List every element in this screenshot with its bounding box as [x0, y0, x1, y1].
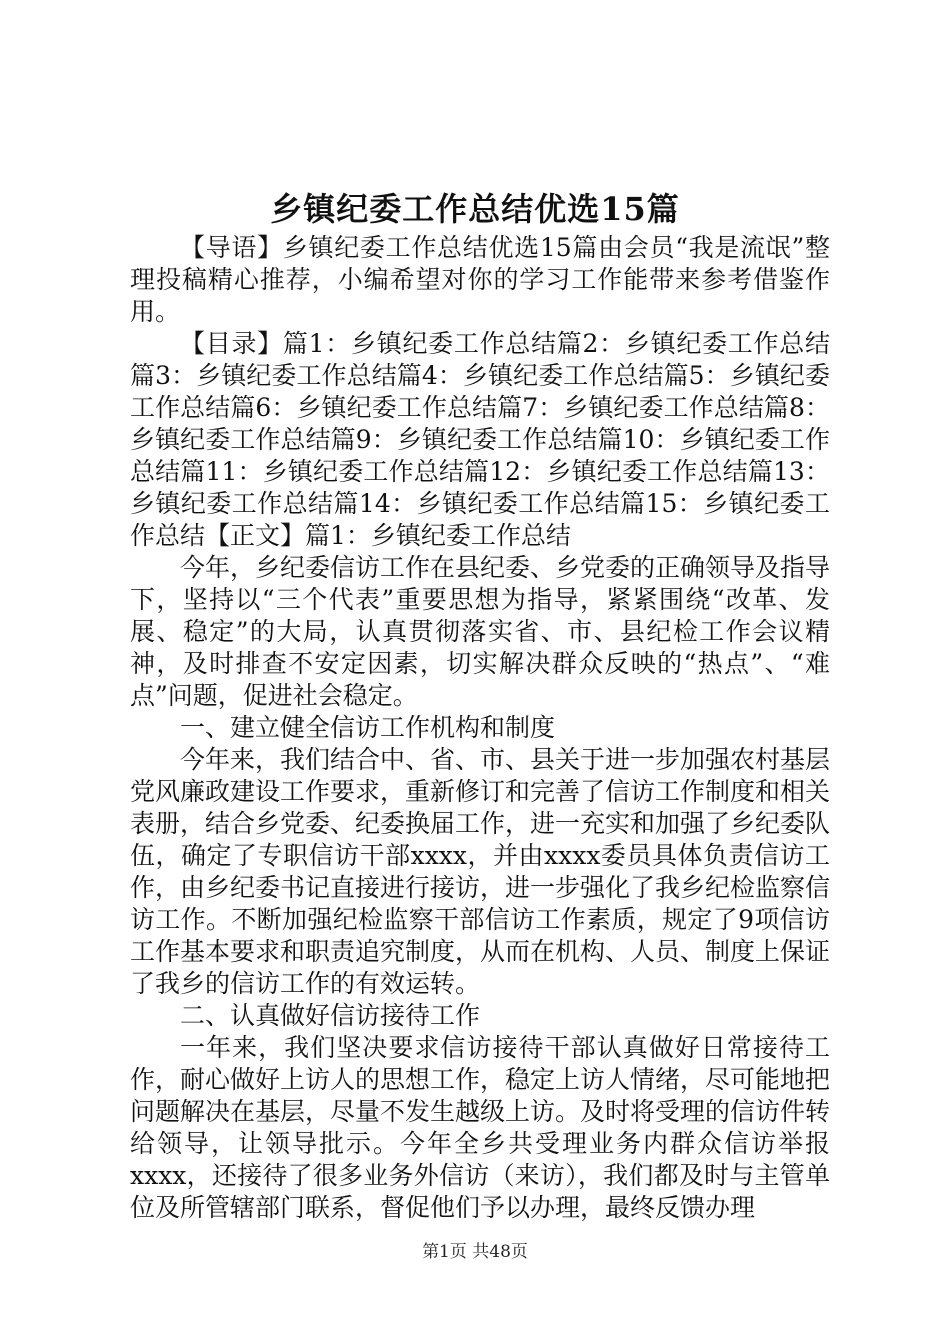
- page-number-footer: 第1页 共48页: [422, 1242, 528, 1262]
- section-heading: 一、建立健全信访工作机构和制度: [180, 713, 556, 742]
- document-title: 乡镇纪委工作总结优选15篇: [270, 190, 680, 228]
- section-heading: 二、认真做好信访接待工作: [180, 1001, 481, 1030]
- body-paragraph: 今年，乡纪委信访工作在县纪委、乡党委的正确领导及指导下，坚持以“三个代表”重要思想为指导，紧紧围绕“改革、发展、稳定”的大局，认真贯彻落实省、市、县纪检工作会议精神，及时排查不安定因素，切实解决群众反映的“热点”、“难点”问题，促进社会稳定。: [130, 553, 831, 710]
- document-body: [130, 232, 830, 1224]
- table-of-contents-paragraph: 【目录】篇1：乡镇纪委工作总结篇2：乡镇纪委工作总结篇3：乡镇纪委工作总结篇4：乡镇纪委工作总结篇5：乡镇纪委工作总结篇6：乡镇纪委工作总结篇7：乡镇纪委工作总结篇8：乡镇纪委工作总结篇9：乡镇纪委工作总结篇10：乡镇纪委工作总结篇11：乡镇纪委工作总结篇12：乡镇纪委工作总结篇13：乡镇纪委工作总结篇14：乡镇纪委工作总结篇15：乡镇纪委工作总结【正文】篇1：乡镇纪委工作总结: [130, 329, 830, 550]
- body-paragraph: 今年来，我们结合中、省、市、县关于进一步加强农村基层党风廉政建设工作要求，重新修订和完善了信访工作制度和相关表册，结合乡党委、纪委换届工作，进一充实和加强了乡纪委队伍，确定了专职信访干部xxxx，并由xxxx委员具体负责信访工作，由乡纪委书记直接进行接访，进一步强化了我乡纪检监察信访工作。不断加强纪检监察干部信访工作素质，规定了9项信访工作基本要求和职责追究制度，从而在机构、人员、制度上保证了我乡的信访工作的有效运转。: [130, 745, 831, 998]
- body-paragraph: 一年来，我们坚决要求信访接待干部认真做好日常接待工作，耐心做好上访人的思想工作，稳定上访人情绪，尽可能地把问题解决在基层，尽量不发生越级上访。及时将受理的信访件转给领导，让领导批示。今年全乡共受理业务内群众信访举报xxxx，还接待了很多业务外信访（来访），我们都及时与主管单位及所管辖部门联系，督促他们予以办理，最终反馈办理: [130, 1033, 831, 1222]
- intro-paragraph: 【导语】乡镇纪委工作总结优选15篇由会员“我是流氓”整理投稿精心推荐，小编希望对你的学习工作能带来参考借鉴作用。: [130, 233, 830, 326]
